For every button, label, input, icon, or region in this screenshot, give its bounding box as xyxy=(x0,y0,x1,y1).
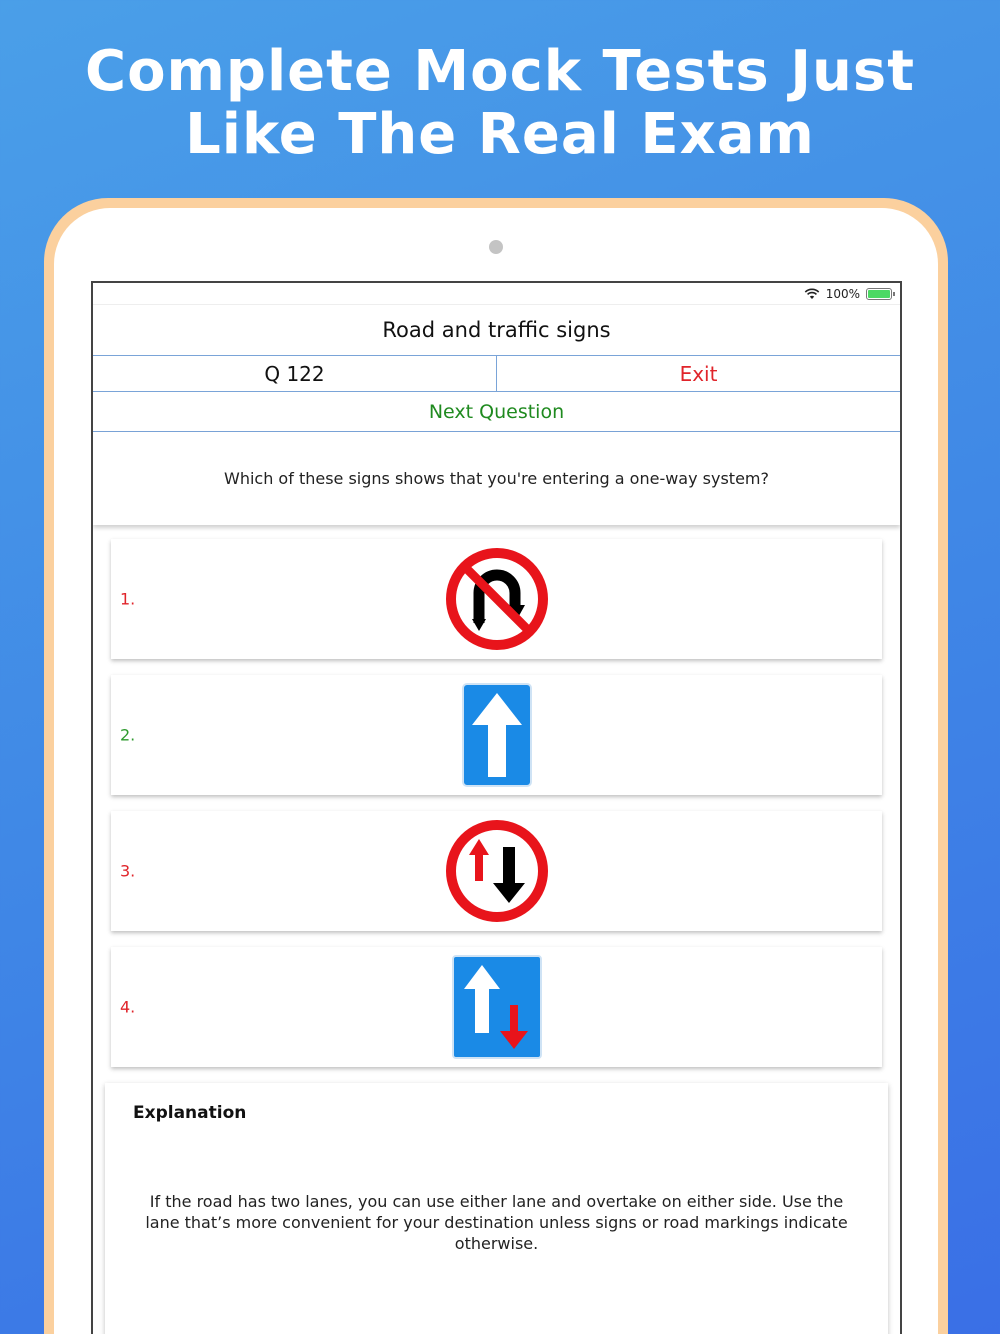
question-text: Which of these signs shows that you're entering a one-way system? xyxy=(93,432,900,525)
answer-number: 4. xyxy=(120,997,136,1017)
answer-option-2[interactable] xyxy=(111,675,882,795)
wifi-icon xyxy=(804,288,820,300)
question-number: Q 122 xyxy=(93,356,497,391)
answer-number: 1. xyxy=(120,589,136,609)
next-question-button[interactable]: Next Question xyxy=(93,392,900,432)
answer-option-3[interactable] xyxy=(111,811,882,931)
headline-line-1: Complete Mock Tests Just xyxy=(84,39,916,104)
explanation-panel xyxy=(105,1083,888,1334)
camera-dot xyxy=(489,240,503,254)
battery-percent: 100% xyxy=(825,286,860,301)
question-bar xyxy=(93,356,900,392)
explanation-text: If the road has two lanes, you can use either lane and overtake on either side. Use the lane that’s more convenient for your destination unless signs or road markings indicate otherwise. xyxy=(145,1192,848,1253)
no-u-turn-sign-icon xyxy=(445,547,549,651)
answer-option-1[interactable] xyxy=(111,539,882,659)
priority-over-oncoming-sign-icon xyxy=(452,955,542,1059)
headline xyxy=(0,40,1000,166)
one-way-arrow-sign-icon xyxy=(462,683,532,787)
battery-charging-icon xyxy=(866,288,892,300)
exit-button[interactable]: Exit xyxy=(679,361,718,386)
headline-line-2: Like The Real Exam xyxy=(185,102,815,167)
explanation-title: Explanation xyxy=(133,1103,247,1123)
answer-number: 3. xyxy=(120,861,136,881)
answer-number: 2. xyxy=(120,725,136,745)
app-screen xyxy=(91,281,902,1334)
answer-option-4[interactable] xyxy=(111,947,882,1067)
status-bar xyxy=(93,283,900,305)
give-way-oncoming-sign-icon xyxy=(445,819,549,923)
page-title: Road and traffic signs xyxy=(93,305,900,356)
answer-list xyxy=(93,525,900,1067)
